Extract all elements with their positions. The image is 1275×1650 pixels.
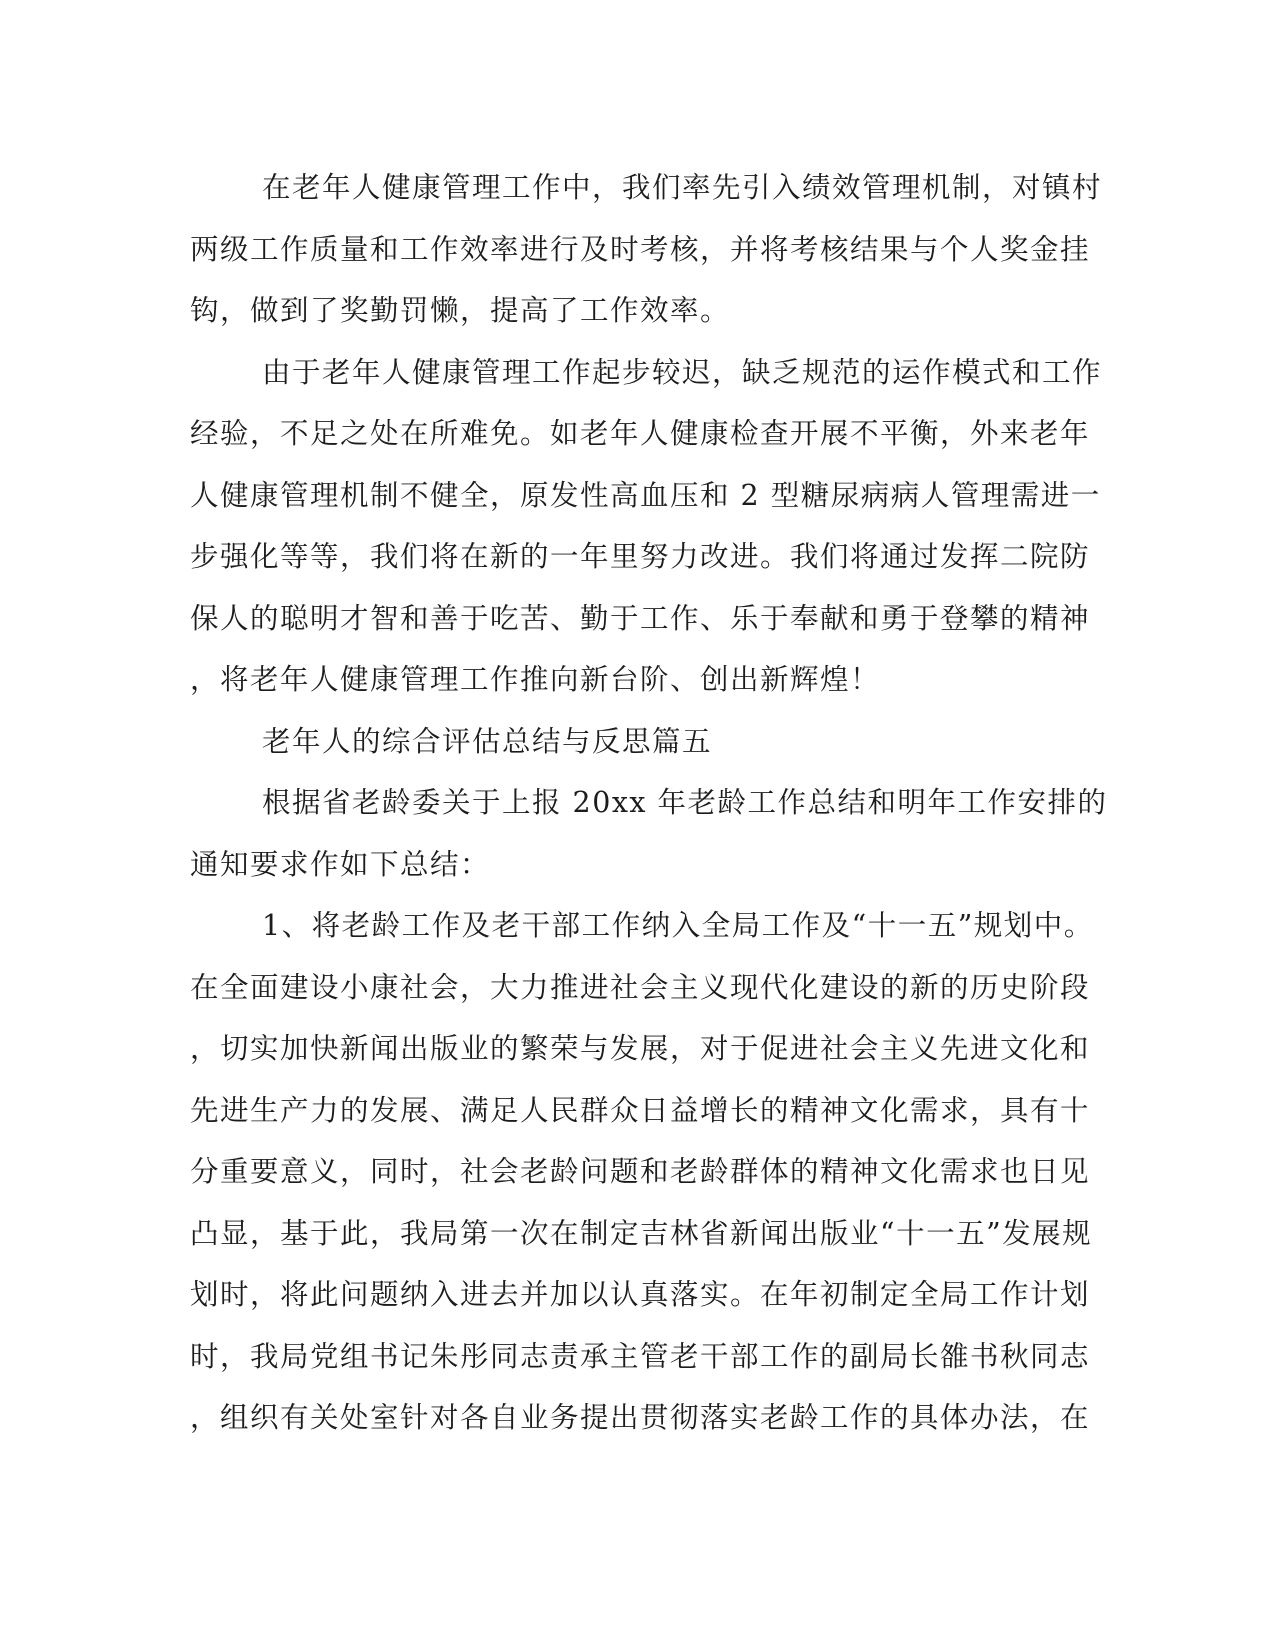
paragraph-line: 经验，不足之处在所难免。如老年人健康检查开展不平衡，外来老年 [190, 417, 1091, 450]
paragraph-line: 通知要求作如下总结： [190, 847, 491, 881]
paragraph-line: 保人的聪明才智和善于吃苦、勤于工作、乐于奉献和勇于登攀的精神 [190, 601, 1091, 635]
paragraph-line: ，将老年人健康管理工作推向新台阶、创出新辉煌！ [190, 663, 881, 696]
paragraph-line: 在老年人健康管理工作中，我们率先引入绩效管理机制，对镇村 [262, 171, 1103, 204]
paragraph-line: 人健康管理机制不健全，原发性高血压和 2 型糖尿病病人管理需进一 [190, 478, 1101, 512]
section-heading: 老年人的综合评估总结与反思篇五 [262, 724, 713, 758]
paragraph-line: 在全面建设小康社会，大力推进社会主义现代化建设的新的历史阶段 [190, 970, 1091, 1004]
paragraph-line: 划时，将此问题纳入进去并加以认真落实。在年初制定全局工作计划 [190, 1278, 1091, 1311]
paragraph-line: 步强化等等，我们将在新的一年里努力改进。我们将通过发挥二院防 [190, 540, 1091, 573]
paragraph-line: 先进生产力的发展、满足人民群众日益增长的精神文化需求，具有十 [190, 1093, 1091, 1127]
paragraph-line: 分重要意义，同时，社会老龄问题和老龄群体的精神文化需求也日见 [190, 1155, 1091, 1188]
paragraph-line: ，切实加快新闻出版业的繁荣与发展，对于促进社会主义先进文化和 [190, 1032, 1091, 1065]
paragraph-line: 由于老年人健康管理工作起步较迟，缺乏规范的运作模式和工作 [262, 355, 1103, 389]
paragraph-line: 根据省老龄委关于上报 20xx 年老龄工作总结和明年工作安排的 [262, 786, 1108, 819]
paragraph-line: 凸显，基于此，我局第一次在制定吉林省新闻出版业“十一五”发展规 [190, 1216, 1093, 1250]
paragraph-line: 两级工作质量和工作效率进行及时考核，并将考核结果与个人奖金挂 [190, 232, 1091, 266]
paragraph-line: ，组织有关处室针对各自业务提出贯彻落实老龄工作的具体办法，在 [190, 1401, 1091, 1434]
body-text [190, 157, 1108, 1449]
paragraph-line: 1、将老龄工作及老干部工作纳入全局工作及“十一五”规划中。 [262, 909, 1094, 942]
paragraph-line: 时，我局党组书记朱彤同志责承主管老干部工作的副局长雒书秋同志 [190, 1339, 1091, 1373]
paragraph-line: 钩，做到了奖勤罚懒，提高了工作效率。 [190, 294, 731, 327]
